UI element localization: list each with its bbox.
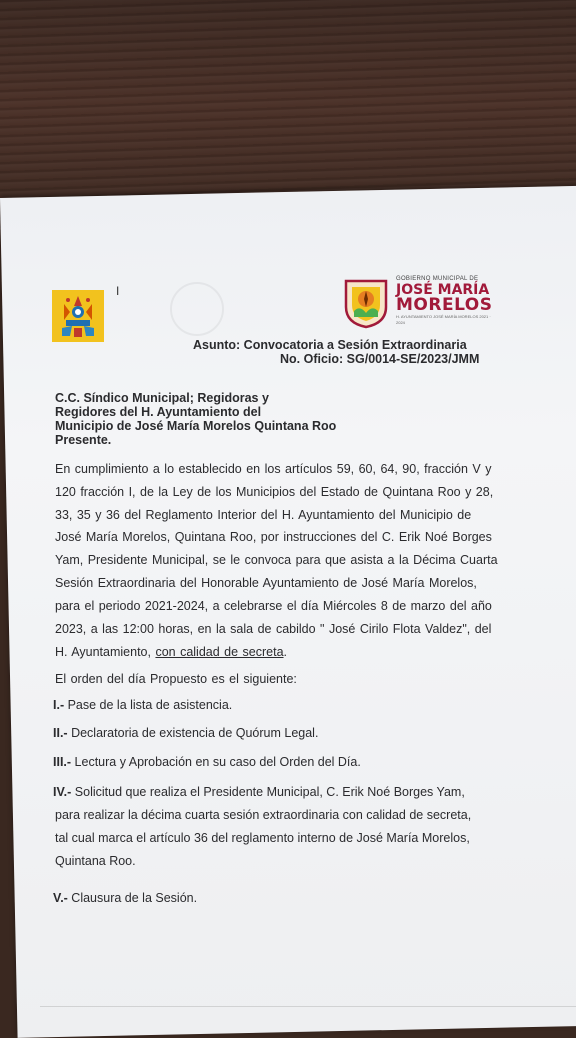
body-line: 33, 35 y 36 del Reglamento Interior del H. Ayuntamiento del Municipio de — [55, 508, 472, 522]
agenda-item — [53, 785, 465, 799]
agenda-item-text: Lectura y Aprobación en su caso del Orden del Día. — [71, 755, 361, 769]
bleed-through-seal — [170, 282, 224, 336]
addressee-line: Municipio de José María Morelos Quintana Roo — [55, 419, 337, 433]
agenda-item — [53, 726, 318, 740]
government-emblem-logo — [344, 277, 388, 329]
agenda-item-number: IV.- — [53, 785, 72, 799]
agenda-item — [53, 698, 232, 712]
logo-tagline: H. AYUNTAMIENTO JOSÉ MARÍA MORELOS 2021 · 2024 — [396, 314, 491, 325]
body-line: José María Morelos, Quintana Roo, por instrucciones del C. Erik Noé Borges — [55, 530, 492, 544]
body-line: 2023, a las 12:00 horas, en la sala de cabildo " José Cirilo Flota Valdez", del — [55, 622, 492, 636]
secret-quality-underlined: con calidad de secreta — [155, 645, 284, 659]
agenda-item — [53, 891, 197, 905]
agenda-item — [53, 755, 361, 769]
body-final-suffix: . — [283, 645, 288, 659]
agenda-item-number: III.- — [53, 755, 72, 769]
government-name-logo — [396, 276, 496, 326]
subject-line: Asunto: Convocatoria a Sesión Extraordinaria — [193, 338, 467, 352]
agenda-item-text: Pase de la lista de asistencia. — [64, 698, 233, 712]
agenda-item-number: V.- — [53, 891, 68, 905]
addressee-line: Presente. — [55, 433, 112, 447]
agenda-item-continuation: para realizar la décima cuarta sesión extraordinaria con calidad de secreta, — [55, 808, 472, 822]
logo-line-3: MORELOS — [396, 295, 493, 315]
agenda-item-continuation: Quintana Roo. — [55, 854, 136, 868]
addressee-line: C.C. Síndico Municipal; Regidoras y — [55, 391, 269, 405]
agenda-item-number: II.- — [53, 726, 68, 740]
municipal-seal-logo — [52, 290, 104, 342]
logo-mark-text: I — [116, 284, 120, 298]
body-line-final — [55, 645, 287, 659]
agenda-item-number: I.- — [53, 698, 65, 712]
agenda-intro: El orden del día Propuesto es el siguiente: — [55, 672, 297, 686]
body-line: para el periodo 2021-2024, a celebrarse el día Miércoles 8 de marzo del año — [55, 599, 492, 613]
addressee-line: Regidores del H. Ayuntamiento del — [55, 405, 262, 419]
agenda-item-continuation: tal cual marca el artículo 36 del reglamento interno de José María Morelos, — [55, 831, 470, 845]
agenda-item-text: Clausura de la Sesión. — [67, 891, 198, 905]
agenda-item-text: Solicitud que realiza el Presidente Municipal, C. Erik Noé Borges Yam, — [71, 785, 465, 799]
body-line: En cumplimiento a lo establecido en los artículos 59, 60, 64, 90, fracción V y — [55, 462, 492, 476]
logo-line-1: GOBIERNO MUNICIPAL DE — [396, 276, 479, 282]
agenda-item-text: Declaratoria de existencia de Quórum Legal. — [67, 726, 319, 740]
office-number: No. Oficio: SG/0014-SE/2023/JMM — [280, 352, 480, 366]
paper-fold-line — [40, 1006, 576, 1007]
body-line: 120 fracción I, de la Ley de los Municipios del Estado de Quintana Roo y 28, — [55, 485, 494, 499]
logo-line-2: JOSÉ MARÍA — [396, 282, 490, 298]
body-final-prefix: H. Ayuntamiento, — [55, 645, 156, 659]
body-line: Sesión Extraordinaria del Honorable Ayuntamiento de José María Morelos, — [55, 576, 477, 590]
body-line: Yam, Presidente Municipal, se le convoca para que asista a la Décima Cuarta — [55, 553, 498, 567]
